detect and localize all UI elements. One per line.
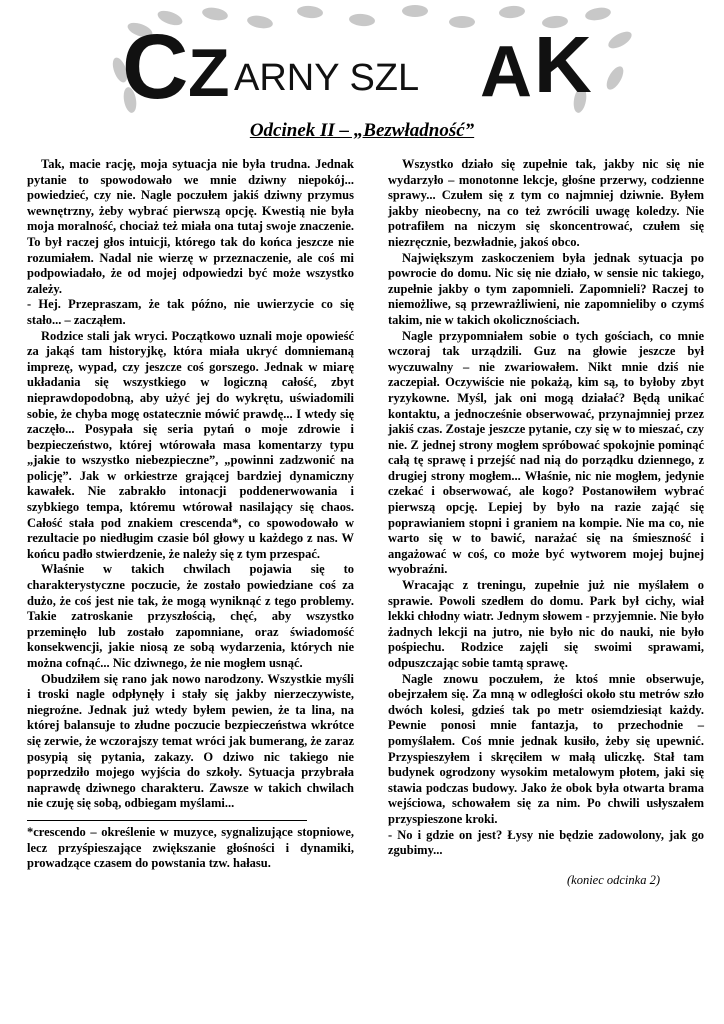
- paragraph: Największym zaskoczeniem była jednak sytuacja po powrocie do domu. Nic się nie działo, w sensie nic takiego, zupełnie jakby o tym zapomnieli. Zapomnieli? Raczej to niemożliwe, są przewrażliwieni, nie zapomnieliby o czymś takim, nie w takich okolicznościach.: [388, 250, 704, 327]
- dialog-line: - Hej. Przepraszam, że tak późno, nie uwierzycie co się stało... – zacząłem.: [27, 297, 354, 327]
- episode-title: Odcinek II – „Bezwładność”: [249, 120, 475, 141]
- right-column: [388, 157, 704, 888]
- footnote-divider: [27, 820, 307, 821]
- logo-letter-a: A: [480, 32, 532, 112]
- paragraph: Właśnie w takich chwilach pojawia się to charakterystyczne poczucie, że zostało powiedziane coś za dużo, że coś jest nie tak, że mogą wyniknąć z tego problemy. Takie zatroskanie przyszłością, chęć, aby wszystko przeminęło lub zostało zapomniane, oraz świadomość konsekwencji, jakie niosą ze sobą wydarzenia, których nie można cofnąć... Nic dziwnego, że nie mogłem usnąć.: [27, 562, 354, 670]
- paragraph: Rodzice stali jak wryci. Początkowo uznali moje opowieść za jakąś tam historyjkę, która miała ukryć domniemaną imprezę, wypad, czy jeszcze coś gorszego. Jednak w miarę układania się wszystkiego w logiczną całość, zbyt nieprawdopodobną, aby użyć jej do wykrętu, uświadomili sobie, że chyba mogę ostatecznie mówić prawdę... I wtedy się zaczęło... Posypała się seria pytań o moje zdrowie i bezpieczeństwo, której wtórowała masa komentarzy typu „jakie to wszystko niebezpieczne”, „powinni zadzwonić na policję”. Jak w orkiestrze grającej bardziej dynamiczny kawałek. Nie zabrakło intonacji poddenerwowania i szybkiego tempa, któremu wtórował nasilający się chaos. Całość stała pod znakiem crescenda*, co spowodowało w rezultacie po niedługim czasie ból głowy u każdego z nas. W końcu padło stwierdzenie, że należy się z tym przespać.: [27, 328, 354, 561]
- left-column: [27, 157, 354, 872]
- dialog-line: - No i gdzie on jest? Łysy nie będzie zadowolony, jak go zgubimy...: [388, 827, 704, 858]
- paragraph: Obudziłem się rano jak nowo narodzony. Wszystkie myśli i troski nagle odpłynęły i stały się jakby nierzeczywiste, niegroźne. Jednak już wtedy byłem pewien, że ta lina, na której balansuje to złudne poczucie bezpieczeństwa wkrótce się zerwie, że wczorajszy temat wróci jak bumerang, że zaraz posypią się pytania, zakazy. O dziwo nic takiego nie poprzedziło mojego wyjścia do szkoły. Sytuacja przybrała naprawdę dziwnego charakteru. Zawsze w takich chwilach nie czuję się sobą, odbiegam myślami...: [27, 671, 354, 811]
- logo-letter-c: C: [122, 16, 189, 118]
- logo-letter-z: Z: [188, 35, 230, 111]
- paragraph: Tak, macie rację, moja sytuacja nie była trudna. Jednak pytanie to spowodowało we mnie dziwny niepokój... powiedzieć, czy nie. Nagle poczułem jakiś dziwny przymus wewnętrzny, żeby wybrać pierwszą opcję. Kwestią nie była moja moralność, chociaż też miała ona tutaj swoje znaczenie. To był raczej głos intuicji, którego tak do końca jeszcze nie rozumiałem. Nadal nie wierzę w przeznaczenie, ale coś mi podpowiadało, że od mojej odpowiedzi być może wszystko zależy.: [27, 157, 354, 296]
- logo-graphic: [100, 0, 640, 118]
- paragraph: Wszystko działo się zupełnie tak, jakby nic się nie wydarzyło – monotonne lekcje, głośne przerwy, codzienne sprawy... Czułem się z tym co najmniej dziwnie. Byłem jakby nieobecny, na co też zwrócili uwagę koledzy. Nie potrafiłem na niczym się skoncentrować, czułem się niezręcznie, bezwładnie, jakoś obco.: [388, 157, 704, 249]
- header-logo: [100, 0, 640, 118]
- logo-middle: ARNY SZL: [234, 57, 420, 99]
- paragraph: Wracając z treningu, zupełnie już nie myślałem o sprawie. Powoli szedłem do domu. Park był cichy, wiał lekki chłodny wiatr. Jednym słowem - przyjemnie. Nie było żadnych lekcji na jutro, nie było nic do nauki, nie było pośpiechu. Rodzice zajęli się swoimi sprawami, odpuszczając sobie tamtą sprawę.: [388, 578, 704, 670]
- paragraph: Nagle znowu poczułem, że ktoś mnie obserwuje, obejrzałem się. Za mną w odległości około stu metrów szło dwóch kolesi, gdzieś tak po metr osiemdziesiąt każdy. Pewnie ponosi mnie fantazja, to przechodnie – pomyślałem. Coś mnie jednak kusiło, żeby się upewnić. Przyspieszyłem i skręciłem w małą uliczkę. Stał tam budynek ogrodzony wysokim metalowym płotem, jaki się stawia podczas budowy. Jako że obok była otwarta brama wejściowa, schowałem się za nim. Po chwili usłyszałem przyspieszone kroki.: [388, 671, 704, 826]
- paragraph: Nagle przypomniałem sobie o tych gościach, co mnie wczoraj tak urządzili. Guz na głowie jeszcze był wyczuwalny – nie zwariowałem. Nikt mnie dziś nie zaczepiał. Oczywiście nie pokażą, kim są, to byłoby zbyt ryzykowne. Myśl, jak oni mogą działać? Będą unikać kontaktu, a jednocześnie obserwować, przynajmniej przez jakiś czas. Zostaje jeszcze pytanie, czy się w to mieszać, czy nie. Z jednej strony mogłem spróbować spokojnie pominąć całą tę sprawę i przejść nad nią do porządku dziennego, z drugiej strony mogłem... Właśnie, nic nie mogłem, jedynie czekać i obserwować, ale kogo? Postanowiłem wybrać pierwszą opcję. Lepiej by było na razie zająć się poprawianiem stopni i graniem na kompie. Nie ma co, nie warto się w to bawić, narażać się na śmieszność i angażować w coś, co może być wytworem mojej bujnej wyobraźni.: [388, 328, 704, 577]
- logo-letter-k: K: [534, 20, 592, 109]
- footnote: *crescendo – określenie w muzyce, sygnalizujące stopniowe, lecz przyśpieszające zwiększanie głośności i dynamiki, prowadzące czasem do powstania tzw. hałasu.: [27, 824, 354, 871]
- episode-end-note: (koniec odcinka 2): [566, 872, 660, 887]
